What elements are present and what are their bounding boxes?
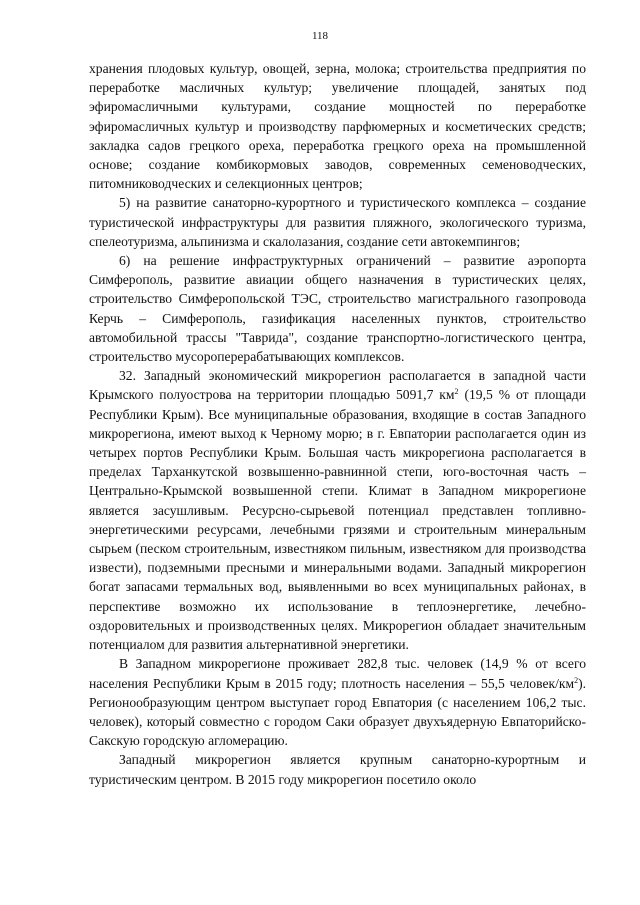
paragraph [89,366,586,654]
paragraph [89,193,586,251]
paragraph-text: 5) на развитие санаторно-курортного и туристического комплекса – создание туристической инфраструктуры для развития пляжного, экологического туризма, спелеотуризма, альпинизма и скалолазания, создание сети автокемпингов; [89,195,586,249]
paragraph-text: В Западном микрорегионе проживает 282,8 тыс. человек (14,9 % от всего населения Республики Крым в 2015 году; плотность населения – 55,5 человек/км [89,656,586,691]
paragraph-text: ). Регионообразующим центром выступает город Евпатория (с населением 106,2 тыс. человек), который совместно с городом Саки образует двухъядерную Евпаторийско-Сакскую городскую агломерацию. [89,675,586,749]
page-number: 118 [311,30,329,42]
document-body [89,59,586,789]
paragraph [89,59,586,193]
paragraph-text: Западный микрорегион является крупным санаторно-курортным и туристическим центром. В 2015 году микрорегион посетило около [89,752,586,787]
paragraph [89,654,586,750]
paragraph-text: (19,5 % от площади Республики Крым). Все муниципальные образования, входящие в состав Западного микрорегиона, имеют выход к Черному морю; в г. Евпатории располагается один из четырех портов Республики Крым. Большая часть микрорегиона располагается в пределах Тарханкутской возвышенно-равнинной степи, юго-восточная часть – Центрально-Крымской возвышенной степи. Климат в Западном микрорегионе является засушливым. Ресурсно-сырьевой потенциал представлен топливно-энергетическими ресурсами, лечебными грязями и строительным минеральным сырьем (песком строительным, известняком пильным, известняком для производства извести), подземными пресными и минеральными водами. Западный микрорегион богат запасами термальных вод, выявленными во всех муниципальных районах, в перспективе возможно их использование в теплоэнергетике, лечебно-оздоровительных и производственных целях. Микрорегион обладает значительным потенциалом для развития альтернативной энергетики. [89,387,586,653]
paragraph-text: 32. Западный экономический микрорегион располагается в западной части Крымского полуострова на территории площадью 5091,7 км [89,368,586,403]
superscript: 2 [574,675,579,685]
paragraph-text: 6) на решение инфраструктурных ограничений – развитие аэропорта Симферополь, развитие авиации общего назначения в туристических целях, строительство Симферопольской ТЭС, строительство магистрального газопровода Керчь – Симферополь, газификация населенных пунктов, строительство автомобильной трассы "Таврида", создание транспортно-логистического центра, строительство мусороперерабатывающих комплексов. [89,253,586,365]
paragraph [89,251,586,366]
superscript: 2 [454,387,459,397]
paragraph [89,750,586,788]
paragraph-text: хранения плодовых культур, овощей, зерна, молока; строительства предприятия по переработке масличных культур; увеличение площадей, занятых под эфиромасличными культурами, создание мощностей по переработке эфиромасличных культур и производству парфюмерных и косметических средств; закладка садов грецкого ореха, переработка грецкого ореха на промышленной основе; создание комбикормовых заводов, современных семеноводческих, питомниководческих и селекционных центров; [89,61,586,192]
